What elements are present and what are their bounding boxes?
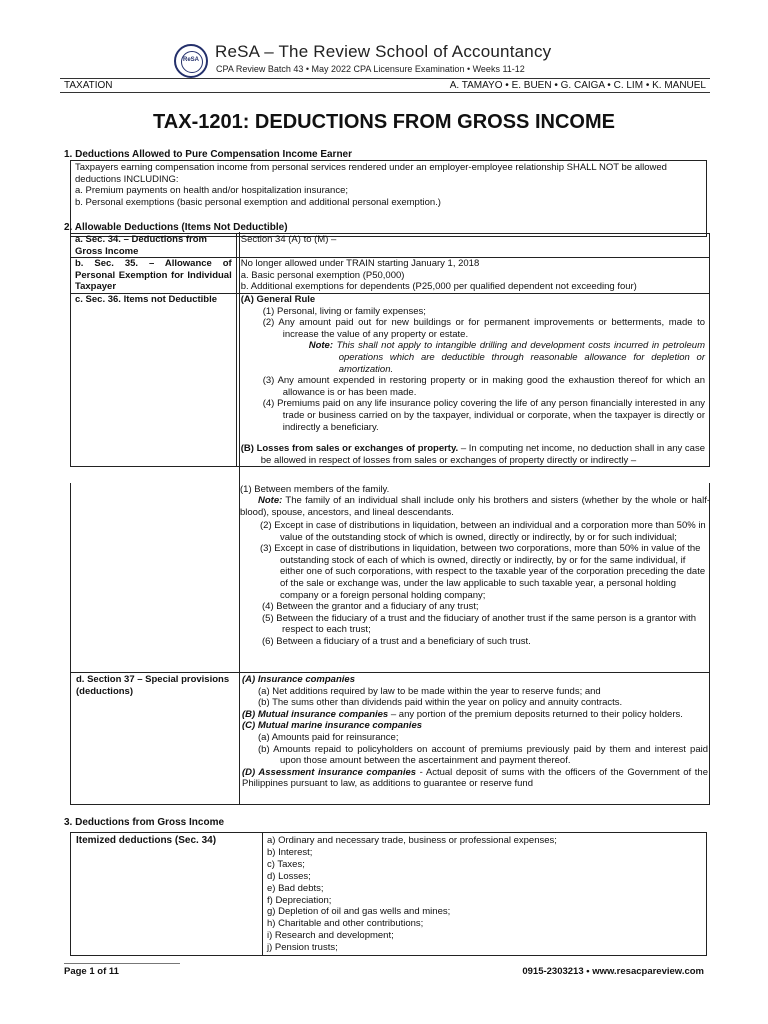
list-item: (b) Amounts repaid to policyholders on account of premiums previously paid by them and interest paid upon those amount between the ascertainment and payment thereof. — [258, 743, 708, 767]
row-b-line: b. Additional exemptions for dependents (P25,000 per qualified dependent not exceeding four) — [240, 281, 637, 293]
mutual-paragraph — [242, 709, 708, 721]
footer-rule — [64, 963, 180, 964]
section1-heading: 1. Deductions Allowed to Pure Compensation Income Earner — [64, 149, 353, 160]
list-item: f) Depreciation; — [267, 894, 332, 906]
losses-heading: (B) Losses from sales or exchanges of property. — [240, 443, 459, 455]
header-subtitle: CPA Review Batch 43 • May 2022 CPA Licensure Examination • Weeks 11-12 — [216, 64, 525, 74]
list-item: (3) Except in case of distributions in liquidation, between two corporations, more than 50% in value of the outstanding stock of each of which is owned, directly or indirectly, by or for the same individual, if either one of such corporations, with respect to the taxable year of the corporation preceding the date of the sale or exchange was, under the law applicable to such taxable year, a personal holding company or a foreign personal holding company; — [260, 543, 706, 601]
header-rule-bottom — [60, 92, 710, 93]
row-c-label: c. Sec. 36. Items not Deductible — [71, 293, 237, 466]
list-item: (3) Any amount expended in restoring property or in making good the exhaustion thereof for which an allowance is or has been made. — [262, 375, 705, 398]
marine-heading: (C) Mutual marine insurance companies — [242, 720, 423, 732]
list-item: (1) Personal, living or family expenses; — [262, 305, 426, 317]
list-item: (4) Premiums paid on any life insurance policy covering the life of any person financially interested in any trade or business carried on by the taxpayer, individual or corporate, when the taxpayer is directly or indirectly a beneficiary. — [262, 398, 705, 433]
document-title: TAX-1201: DEDUCTIONS FROM GROSS INCOME — [153, 111, 615, 133]
losses-paragraph — [241, 443, 705, 466]
row-b-line: a. Basic personal exemption (P50,000) — [240, 269, 405, 281]
losses-list — [240, 520, 710, 648]
list-item: (2) Any amount paid out for new buildings or for permanent improvements or betterments, made to increase the value of any property or estate. — [262, 317, 705, 340]
b1-note-text: The family of an individual shall include only his brothers and sisters (whether by the whole or half-blood), spouse, ancestors, and lineal descendants. — [240, 495, 710, 518]
note-text: This shall not apply to intangible drilling and development costs incurred in petroleum operations which are deductible through reasonable allowance for depletion or amortization. — [336, 340, 706, 375]
list-item: (b) The sums other than dividends paid within the year on policy and annuity contracts. — [258, 697, 623, 709]
section2-table — [70, 233, 710, 467]
row-c-content — [236, 293, 709, 466]
course-name: TAXATION — [64, 80, 113, 91]
spacer — [241, 433, 705, 443]
section1-item-b: b. Personal exemptions (basic personal exemption and additional personal exemption.) — [75, 196, 441, 208]
row-d-label: d. Section 37 – Special provisions (deductions) — [76, 674, 230, 697]
table-row — [71, 293, 710, 466]
losses-text: – In computing net income, no deduction shall in any case be allowed in respect of losses from sales or exchanges of property directly or indirectly – — [260, 443, 705, 466]
list-item: e) Bad debts; — [267, 882, 324, 894]
table-row — [71, 258, 710, 294]
column-divider — [262, 832, 263, 956]
page-number: Page 1 of 11 — [64, 966, 119, 977]
list-item: a) Ordinary and necessary trade, business or professional expenses; — [267, 835, 557, 846]
assessment-heading: (D) Assessment insurance companies — [242, 766, 417, 778]
school-title: ReSA – The Review School of Accountancy — [215, 42, 552, 61]
b1-note — [240, 495, 710, 518]
table-row — [71, 234, 710, 258]
row-b-line: No longer allowed under TRAIN starting January 1, 2018 — [240, 258, 480, 270]
list-item: (a) Net additions required by law to be made within the year to reserve funds; and — [258, 685, 601, 697]
itemized-label: Itemized deductions (Sec. 34) — [76, 835, 217, 846]
list-item: (6) Between a fiduciary of a trust and a beneficiary of such trust. — [262, 635, 531, 647]
row-b-content — [236, 258, 709, 294]
assessment-paragraph — [242, 767, 708, 790]
list-item: g) Depletion of oil and gas wells and mines; — [267, 906, 451, 918]
list-item: b) Interest; — [267, 846, 313, 858]
insurance-heading: (A) Insurance companies — [242, 674, 355, 685]
note-label: Note: — [308, 340, 334, 352]
general-rule-heading: (A) General Rule — [240, 293, 316, 305]
row-d-content — [242, 674, 708, 790]
row-a-label: a. Sec. 34. – Deductions from Gross Income — [71, 234, 237, 258]
section3-heading: 3. Deductions from Gross Income — [64, 817, 225, 828]
list-item: j) Pension trusts; — [267, 942, 338, 954]
resa-seal-logo: ReSA — [174, 44, 208, 78]
list-item: (4) Between the grantor and a fiduciary of any trust; — [262, 601, 479, 613]
b1-item: (1) Between members of the family. — [240, 484, 390, 495]
assessment-text: - Actual deposit of sums with the officers of the Government of the Philippines pursuant to law, as additions to guarantee or reserve fund — [242, 766, 708, 790]
list-item: (a) Amounts paid for reinsurance; — [258, 731, 399, 743]
list-item: (5) Between the fiduciary of a trust and the fiduciary of another trust if the same person is a grantor with respect to each trust; — [262, 612, 697, 636]
mutual-heading: (B) Mutual insurance companies — [242, 708, 389, 720]
header-rule-top — [60, 78, 710, 79]
list-item: c) Taxes; — [267, 858, 305, 870]
mutual-text: – any portion of the premium deposits returned to their policy holders. — [388, 708, 683, 720]
b1-note-label: Note: — [258, 495, 283, 506]
section2-heading: 2. Allowable Deductions (Items Not Deductible) — [64, 222, 288, 233]
list-item: d) Losses; — [267, 870, 311, 882]
row-a-content: Section 34 (A) to (M) – — [236, 234, 709, 258]
note — [241, 340, 705, 375]
section1-intro: Taxpayers earning compensation income from personal services rendered under an employer-employee relationship SHALL NOT be allowed deductions INCLUDING: — [75, 162, 667, 185]
list-item: (2) Except in case of distributions in liquidation, between an individual and a corporation more than 50% in value of the outstanding stock of which is owned, directly or indirectly, by or for such individual; — [260, 520, 706, 543]
list-item: i) Research and development; — [267, 930, 394, 942]
section1-item-a: a. Premium payments on health and/or hospitalization insurance; — [75, 185, 349, 197]
itemized-list — [267, 835, 557, 954]
column-divider — [239, 672, 240, 805]
list-item: h) Charitable and other contributions; — [267, 918, 424, 930]
authors: A. TAMAYO • E. BUEN • G. CAIGA • C. LIM • K. MANUEL — [449, 80, 706, 91]
contact-info: 0915-2303213 • www.resacpareview.com — [522, 966, 704, 977]
row-b-label: b. Sec. 35. – Allowance of Personal Exemption for Individual Taxpayer — [71, 258, 237, 294]
